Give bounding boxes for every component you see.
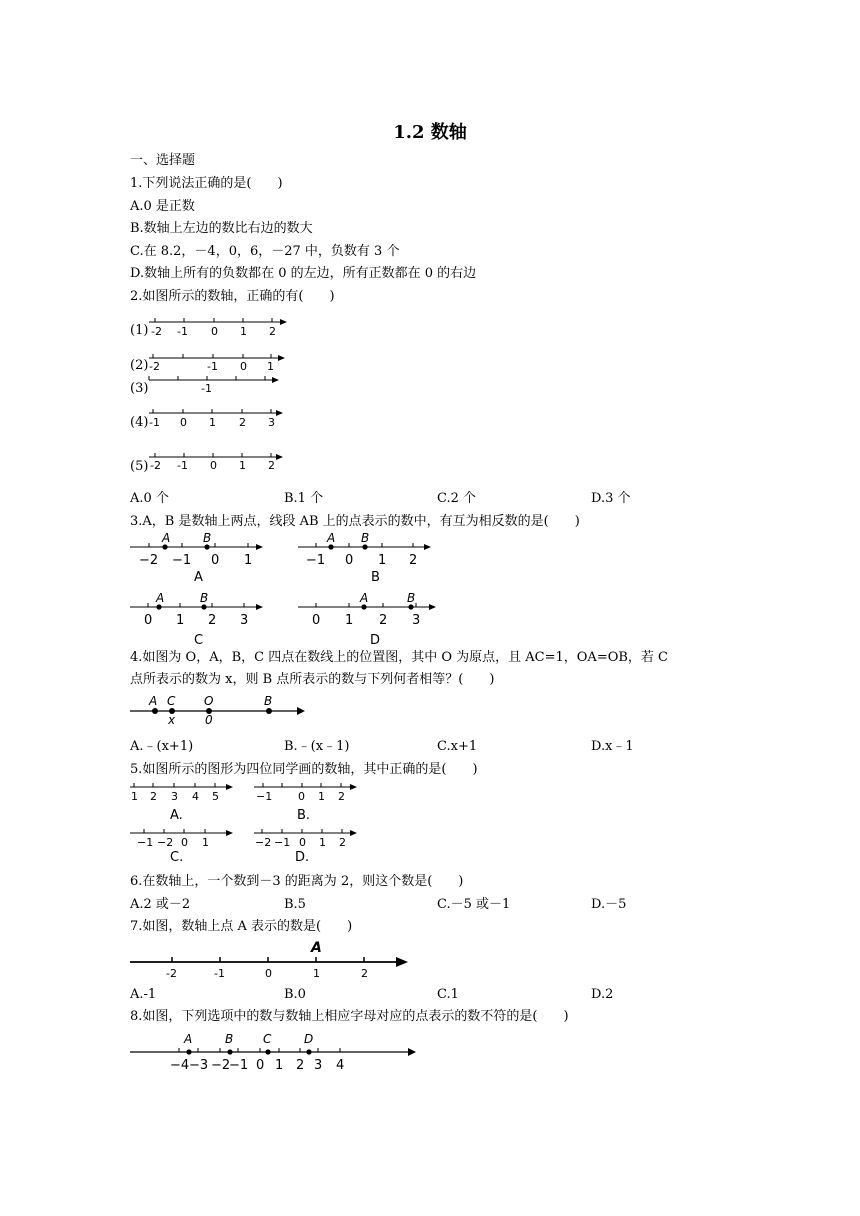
sub-label-zero: 0 (205, 713, 213, 727)
tick-label: −3 (189, 1058, 209, 1073)
point-label-b: B (225, 1032, 234, 1046)
q5-fig-c (128, 826, 238, 870)
q8-number-line (128, 1028, 423, 1074)
tick-label: -2 (166, 967, 177, 980)
q1-option-c: C.在 8.2，－4，0，6，－27 中，负数有 3 个 (130, 244, 400, 259)
tick-label: 2 (239, 416, 246, 429)
tick-label: 2 (296, 1058, 305, 1073)
q8-stem: 8.如图，下列选项中的数与数轴上相应字母对应的点表示的数不符的是( ) (130, 1009, 569, 1024)
tick-label: 2 (208, 613, 217, 628)
point-label-a: A (327, 531, 336, 545)
point-label-b: B (200, 591, 209, 605)
tick-label: 0 (181, 836, 188, 849)
point-label-a: A (360, 591, 369, 605)
tick-label: -1 (201, 382, 212, 395)
tick-label: 0 (180, 416, 187, 429)
point-label-o: O (204, 694, 214, 708)
tick-label: 1 (176, 613, 185, 628)
tick-label: −2 (139, 553, 159, 568)
section-heading: 一、选择题 (130, 153, 196, 168)
tick-label: 2 (339, 836, 346, 849)
tick-label: 0 (299, 836, 306, 849)
q1-stem: 1.下列说法正确的是( ) (130, 176, 283, 191)
tick-label: 2 (150, 790, 157, 803)
q2-option-c: C.2 个 (437, 491, 477, 506)
q2-fig5-label: (5) (130, 459, 149, 474)
point-label-c: C (167, 694, 176, 708)
tick-label: 0 (144, 613, 153, 628)
q2-fig3-label: (3) (130, 381, 149, 396)
tick-label: 2 (379, 613, 388, 628)
point-label-b: B (203, 531, 212, 545)
tick-label: 0 (211, 553, 220, 568)
tick-label: -2 (150, 459, 161, 472)
tick-label: 1 (345, 613, 354, 628)
tick-label: −1 (306, 553, 326, 568)
q1-option-b: B.数轴上左边的数比右边的数大 (130, 221, 313, 236)
tick-label: 0 (265, 967, 272, 980)
tick-label: 1 (318, 790, 325, 803)
tick-label: 0 (240, 360, 247, 373)
page-title: 1.2 数轴 (393, 122, 467, 143)
tick-label: 0 (210, 459, 217, 472)
q4-stem-line1: 4.如图为 O，A，B，C 四点在数线上的位置图，其中 O 为原点，且 AC=1，OA=OB，若 C (130, 650, 668, 665)
figure-caption: B (371, 570, 380, 585)
point-label-c: C (263, 1032, 272, 1046)
sub-label-x: x (168, 713, 176, 727)
tick-label: -1 (177, 325, 188, 338)
tick-label: 1 (313, 967, 320, 980)
q2-option-a: A.0 个 (130, 491, 169, 506)
q2-fig1-label: (1) (130, 323, 149, 338)
figure-caption: A. (170, 808, 183, 823)
tick-label: −1 (256, 790, 273, 803)
q5-fig-a (128, 780, 238, 824)
q6-option-a: A.2 或－2 (130, 897, 191, 912)
point-label-a: A (162, 531, 171, 545)
q5-fig-d (252, 826, 362, 870)
tick-label: −2 (255, 836, 272, 849)
tick-label: 0 (256, 1058, 265, 1073)
tick-label: 1 (267, 360, 274, 373)
tick-label: 2 (269, 325, 276, 338)
q2-fig4-label: (4) (130, 415, 149, 430)
tick-label: 3 (268, 416, 275, 429)
q3-fig-d (296, 590, 441, 648)
q7-stem: 7.如图，数轴上点 A 表示的数是( ) (130, 919, 353, 934)
tick-label: 1 (209, 416, 216, 429)
tick-label: −1 (172, 553, 192, 568)
q5-fig-b (252, 780, 362, 824)
point-label-a: A (311, 940, 322, 956)
q5-stem: 5.如图所示的图形为四位同学画的数轴，其中正确的是( ) (130, 762, 478, 777)
tick-label: 1 (131, 790, 138, 803)
figure-caption: A (194, 570, 203, 585)
point-label-a: A (184, 1032, 193, 1046)
tick-label: 1 (378, 553, 387, 568)
q2-fig1-number-line (145, 314, 290, 338)
tick-label: -1 (207, 360, 218, 373)
tick-label: -1 (214, 967, 225, 980)
tick-label: 1 (275, 1058, 284, 1073)
figure-caption: C (194, 633, 204, 648)
point-label-b: B (407, 591, 416, 605)
point-label-d: D (304, 1032, 314, 1046)
tick-label: −4 (170, 1058, 190, 1073)
q6-option-b: B.5 (284, 897, 306, 912)
q6-option-c: C.－5 或－1 (437, 897, 511, 912)
figure-caption: C. (170, 850, 184, 865)
tick-label: 0 (298, 790, 305, 803)
q4-number-line (128, 692, 308, 726)
q1-option-d: D.数轴上所有的负数都在 0 的左边，所有正数都在 0 的右边 (130, 266, 477, 281)
tick-label: 0 (211, 325, 218, 338)
tick-label: 2 (268, 459, 275, 472)
q4-option-a: A.﹣(x+1) (130, 739, 194, 754)
tick-label: 4 (336, 1058, 345, 1073)
q2-option-b: B.1 个 (284, 491, 324, 506)
q3-fig-a (128, 530, 268, 585)
q2-fig2-label: (2) (130, 358, 149, 373)
tick-label: −2 (211, 1058, 231, 1073)
tick-label: 4 (192, 790, 199, 803)
tick-label: 2 (409, 553, 418, 568)
q3-fig-b (296, 530, 436, 585)
q2-fig3-number-line (145, 372, 290, 396)
tick-label: 3 (171, 790, 178, 803)
q7-option-a: A.-1 (130, 987, 157, 1002)
tick-label: 3 (412, 613, 421, 628)
tick-label: 1 (240, 325, 247, 338)
point-label-b: B (264, 694, 273, 708)
q4-option-d: D.x﹣1 (591, 739, 634, 754)
tick-label: −1 (137, 836, 154, 849)
point-label-b: B (361, 531, 370, 545)
q2-fig4-number-line (145, 405, 290, 429)
tick-label: -1 (177, 459, 188, 472)
tick-label: 0 (312, 613, 321, 628)
tick-label: 1 (202, 836, 209, 849)
q7-option-d: D.2 (591, 987, 614, 1002)
q7-number-line (128, 938, 413, 982)
q4-option-c: C.x+1 (437, 739, 478, 754)
figure-caption: D. (295, 850, 310, 865)
q2-fig2-number-line (145, 350, 290, 374)
q3-fig-c (128, 590, 268, 648)
tick-label: -2 (149, 360, 160, 373)
q6-option-d: D.－5 (591, 897, 627, 912)
q2-stem: 2.如图所示的数轴，正确的有( ) (130, 289, 335, 304)
tick-label: 2 (338, 790, 345, 803)
tick-label: -1 (149, 416, 160, 429)
tick-label: 0 (345, 553, 354, 568)
tick-label: 1 (239, 459, 246, 472)
tick-label: 3 (240, 613, 249, 628)
tick-label: −2 (157, 836, 174, 849)
point-label-a: A (156, 591, 165, 605)
tick-label: 3 (314, 1058, 323, 1073)
q7-option-c: C.1 (437, 987, 459, 1002)
tick-label: 5 (212, 790, 219, 803)
tick-label: 2 (361, 967, 368, 980)
q4-stem-line2: 点所表示的数为 x，则 B 点所表示的数与下列何者相等？( ) (130, 672, 495, 687)
tick-label: 1 (319, 836, 326, 849)
tick-label: −1 (274, 836, 291, 849)
q2-option-d: D.3 个 (591, 491, 631, 506)
q3-stem: 3.A，B 是数轴上两点，线段 AB 上的点表示的数中，有互为相反数的是( ) (130, 514, 580, 529)
tick-label: −1 (229, 1058, 249, 1073)
q4-option-b: B.﹣(x﹣1) (284, 739, 350, 754)
figure-caption: B. (297, 808, 311, 823)
q1-option-a: A.0 是正数 (130, 199, 195, 214)
q7-option-b: B.0 (284, 987, 306, 1002)
tick-label: -2 (151, 325, 162, 338)
figure-caption: D (370, 633, 381, 648)
tick-label: 1 (244, 553, 253, 568)
q6-stem: 6.在数轴上，一个数到－3 的距离为 2，则这个数是( ) (130, 874, 464, 889)
q2-fig5-number-line (145, 449, 290, 473)
point-label-a: A (149, 694, 158, 708)
